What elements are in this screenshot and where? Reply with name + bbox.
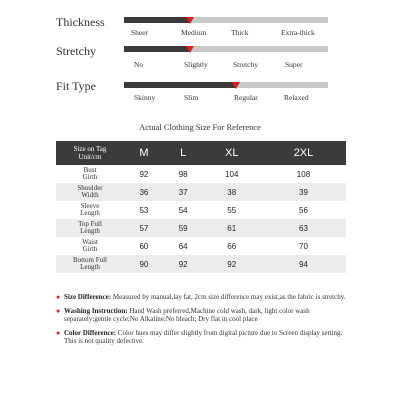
table-cell: 37 (164, 183, 203, 201)
table-cell: 92 (124, 165, 164, 183)
size-header-label-line1: Size on Tag (73, 145, 107, 153)
size-header-label-line2: Unit/cm (78, 153, 102, 161)
table-cell: 53 (124, 201, 164, 219)
size-header-m: M (124, 141, 164, 165)
fit-type-option-regular: Regular (234, 93, 258, 102)
table-cell: 38 (202, 183, 260, 201)
table-row (56, 183, 346, 201)
row-label-line2: Length (80, 263, 100, 271)
stretchy-bar (124, 46, 328, 52)
fit-type-scale (0, 79, 400, 119)
table-cell: 54 (164, 201, 203, 219)
table-cell: 36 (124, 183, 164, 201)
table-cell: 104 (202, 165, 260, 183)
row-label (56, 237, 124, 255)
table-cell: 55 (202, 201, 260, 219)
table-cell: 66 (202, 237, 260, 255)
notes-section (56, 293, 346, 351)
stretchy-label: Stretchy (56, 44, 96, 58)
size-table-title: Actual Clothing Size For Reference (139, 122, 261, 132)
stretchy-scale (0, 44, 400, 84)
bullet-icon: ● (56, 328, 61, 337)
table-row (56, 219, 346, 237)
fit-type-option-slim: Slim (184, 93, 199, 102)
note-title: Color Difference: (64, 328, 117, 337)
fit-type-label: Fit Type (56, 79, 96, 93)
table-cell: 90 (124, 255, 164, 273)
table-cell: 94 (261, 255, 346, 273)
table-cell: 39 (261, 183, 346, 201)
thickness-label: Thickness (56, 15, 105, 29)
note-text: Color hues may differ slightly from digital picture due to Screen display setting. This is not quality defective. (64, 328, 343, 345)
fit-type-bar-fill (124, 82, 236, 88)
row-label-line1: Bottom Full (72, 255, 108, 264)
table-cell: 59 (164, 219, 203, 237)
row-label (56, 255, 124, 273)
thickness-option-medium: Medium (181, 28, 207, 37)
note-washing-instruction (56, 307, 346, 324)
row-label (56, 165, 124, 183)
fit-type-bar (124, 82, 328, 88)
table-row (56, 201, 346, 219)
bullet-icon: ● (56, 306, 61, 315)
row-label (56, 219, 124, 237)
stretchy-option-slightly: Slightly (184, 60, 208, 69)
size-table (56, 141, 346, 273)
row-label-line2: Width (81, 191, 99, 199)
table-row (56, 237, 346, 255)
thickness-option-sheer: Sheer (131, 28, 149, 37)
row-label (56, 183, 124, 201)
note-text: Measured by manual,lay fat, 2cm size difference may exist,as the fabric is stretchy. (112, 293, 346, 301)
table-cell: 56 (261, 201, 346, 219)
row-label-line1: Shoulder (77, 183, 103, 192)
note-title: Washing Instruction: (64, 306, 128, 315)
size-header-l: L (164, 141, 203, 165)
row-label (56, 201, 124, 219)
size-header-xl: XL (202, 141, 260, 165)
stretchy-marker (186, 46, 194, 53)
stretchy-option-stretchy: Stretchy (233, 60, 258, 69)
row-label-line1: Sleeve (80, 201, 100, 210)
stretchy-bar-fill (124, 46, 190, 52)
table-cell: 108 (261, 165, 346, 183)
size-table-header (56, 141, 346, 165)
note-title: Size Difference: (64, 293, 112, 301)
table-cell: 92 (164, 255, 203, 273)
row-label-line2: Girth (82, 245, 98, 253)
row-label-line2: Girth (82, 173, 98, 181)
table-cell: 64 (164, 237, 203, 255)
fit-type-option-skinny: Skinny (134, 93, 156, 102)
table-cell: 60 (124, 237, 164, 255)
size-header-2xl: 2XL (261, 141, 346, 165)
row-label-line1: Top Full (78, 219, 102, 228)
table-cell: 92 (202, 255, 260, 273)
table-cell: 70 (261, 237, 346, 255)
bullet-icon: ● (56, 293, 61, 301)
row-label-line1: Waist (82, 237, 98, 246)
table-cell: 57 (124, 219, 164, 237)
row-label-line1: Bust (83, 165, 97, 174)
row-label-line2: Length (80, 227, 100, 235)
thickness-bar-fill (124, 17, 190, 23)
size-header-label (56, 141, 124, 165)
table-row (56, 165, 346, 183)
table-row (56, 255, 346, 273)
fit-type-marker (232, 82, 240, 89)
thickness-marker (186, 17, 194, 24)
thickness-option-thick: Thick (231, 28, 249, 37)
thickness-bar (124, 17, 328, 23)
table-cell: 63 (261, 219, 346, 237)
note-size-difference (56, 293, 346, 302)
fit-type-option-relaxed: Relaxed (284, 93, 309, 102)
table-cell: 61 (202, 219, 260, 237)
row-label-line2: Length (80, 209, 100, 217)
note-text: Hand Wash preferred,Machine cold wash, dark, light color wash separately;gentle cycle;No Alkaline;No bleach; Dry flat in cool place (64, 306, 310, 323)
table-cell: 98 (164, 165, 203, 183)
thickness-option-extra-thick: Extra-thick (281, 28, 315, 37)
note-color-difference (56, 329, 346, 346)
stretchy-option-no: No (134, 60, 144, 69)
stretchy-option-super: Super (285, 60, 303, 69)
